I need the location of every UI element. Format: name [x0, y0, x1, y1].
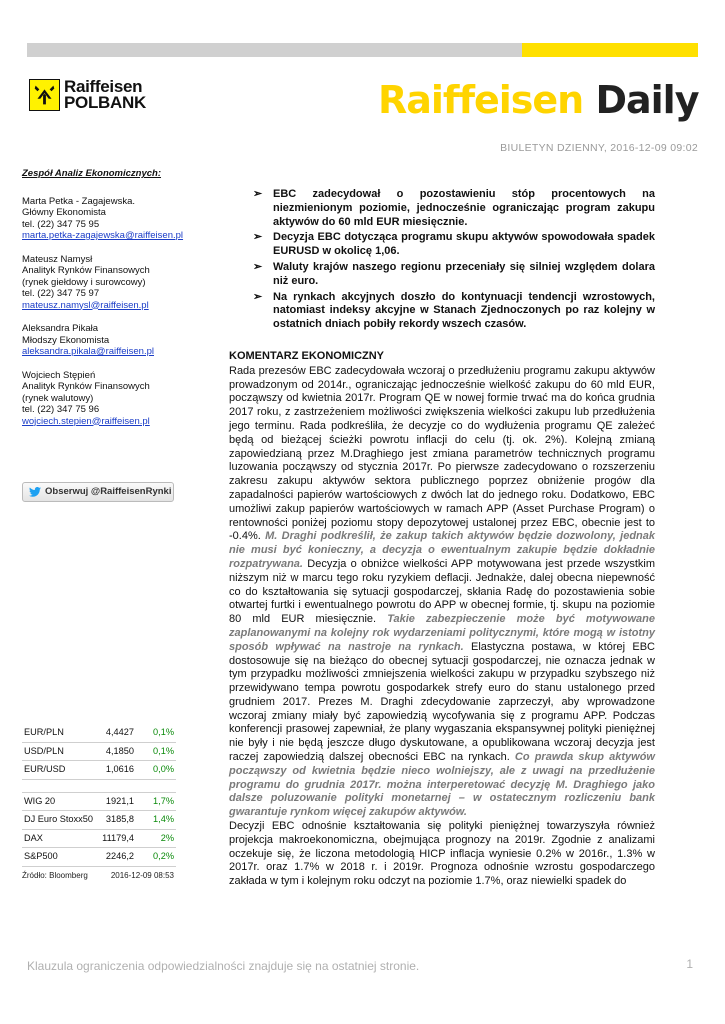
logo-text-raiffeisen: Raiffeisen — [64, 77, 143, 96]
contact-name: Wojciech Stępień — [22, 369, 96, 381]
quote-row — [22, 743, 176, 762]
quote-source — [22, 871, 176, 880]
contact-email-link[interactable]: marta.petka-zagajewska@raiffeisen.pl — [22, 230, 184, 241]
quote-row — [22, 848, 176, 867]
contact-name: Aleksandra Pikała — [22, 323, 99, 334]
twitter-follow-label: Obserwuj @RaiffeisenRynki — [45, 486, 172, 497]
key-point — [229, 188, 655, 229]
quote-name: S&P500 — [24, 851, 58, 861]
key-point — [229, 261, 655, 289]
contact-email-link[interactable]: mateusz.namysl@raiffeisen.pl — [22, 299, 149, 311]
twitter-follow-button[interactable] — [22, 482, 174, 502]
raiffeisen-gable-icon — [29, 79, 60, 111]
contact-role-detail: (rynek walutowy) — [22, 392, 94, 404]
quote-value: 3185,8 — [105, 814, 134, 824]
quote-name: EUR/USD — [24, 764, 66, 774]
emphasis-text: Co prawda skup aktywów począwszy od kwietnia będzie nieco wolniejszy, ale z uwagi na przedłużenie programu do grudnia 2017r. można interperetować decyzję M. Draghiego jako dalsze poluzowanie polityki monetarnej – w ostatecznym rozliczeniu bank gwarantuje rynkom więcej zakupów aktywów. — [229, 751, 655, 819]
key-point-text: Na rynkach akcyjnych doszło do kontynuacji tendencji wzrostowych, natomiast indeksy akcyjne w Stanach Zjednoczonych po raz kolejny w ostatnich dniach pobiły rekordy wszech czasów. — [273, 290, 655, 331]
quote-name: DJ Euro Stoxx50 — [24, 814, 93, 824]
quote-row — [22, 811, 176, 830]
quote-source-label: Źródło: Bloomberg — [22, 870, 88, 880]
main-content — [229, 188, 655, 889]
header-bar — [27, 43, 698, 57]
page-number: 1 — [686, 957, 693, 971]
quote-change: 0,0% — [153, 764, 174, 774]
section-title: KOMENTARZ EKONOMICZNY — [229, 349, 385, 362]
contact-email-link[interactable]: aleksandra.pikala@raiffeisen.pl — [22, 346, 154, 357]
commentary-body — [229, 365, 655, 889]
key-point-text: Waluty krajów naszego regionu przeceniały się silniej względem dolara niż euro. — [273, 260, 655, 287]
key-points-list — [229, 188, 655, 332]
contact-card — [22, 196, 212, 242]
quote-source-date: 2016-12-09 08:53 — [110, 870, 174, 880]
quote-value: 4,1850 — [105, 745, 134, 756]
quote-row — [22, 724, 176, 743]
twitter-bird-icon — [29, 487, 41, 497]
brand-title — [378, 78, 698, 122]
key-point-text: EBC zadecydował o pozostawieniu stóp procentowych na niezmienionym poziomie, jednocześnie ograniczając program zakupu aktywów do 60 mld EUR miesięcznie. — [273, 188, 655, 228]
contact-role-detail: (rynek giełdowy i surowcowy) — [22, 276, 146, 288]
contact-phone: tel. (22) 347 75 95 — [22, 218, 100, 230]
emphasis-text: Takie zabezpieczenie może być motywowane zaplanowanymi na kolejny rok wydarzeniami politycznymi, które mogą w istotny sposób wpływać na nastroje na rynkach. — [229, 613, 655, 653]
brand-title-part2: Daily — [595, 78, 699, 122]
body-text: Decyzji EBC odnośnie kształtowania się polityki pieniężnej towarzyszyła również projekcja makroekonomiczna, obejmująca prognozy na 2019r. Zgodnie z analizami oczekuje się, że liczona metodologią HICP inflacja wyniesie 0.2% w 2016r., 1.3% w 2017r. oraz 1.7% w 2018 r. i 2019r. Prognoza odnośnie wzrostu gospodarczego zakłada w tym i kolejnym roku odczyt na poziomie 1.7%, oraz niewielki spadek do — [229, 820, 655, 888]
quote-change: 0,1% — [153, 727, 174, 737]
sidebar-heading: Zespół Analiz Ekonomicznych: — [22, 168, 162, 179]
contact-card — [22, 323, 212, 358]
contact-card — [22, 370, 212, 428]
key-point — [229, 291, 655, 332]
bulletin-date: BIULETYN DZIENNY, 2016-12-09 09:02 — [500, 142, 698, 154]
quote-change: 1,4% — [153, 814, 174, 824]
commentary-paragraph — [229, 365, 655, 820]
key-point — [229, 231, 655, 259]
contact-name: Mateusz Namysł — [22, 253, 93, 265]
logo-text-polbank: POLBANK — [64, 93, 146, 112]
contact-email-link[interactable]: wojciech.stepien@raiffeisen.pl — [22, 415, 150, 427]
quote-separator — [22, 780, 176, 793]
sidebar — [22, 168, 212, 439]
quote-row — [22, 830, 176, 849]
body-text: Rada prezesów EBC zadecydowała wczoraj o przedłużeniu programu zakupu aktywów prowadzonym od 2014r., ograniczając jednocześnie wielkość zakupu do 60 mld EUR, począwszy od kwietnia 2017r. Program QE w nowej formie trwać ma do końca grudnia 2017 roku, z zastrzeżeniem możliwości zwiększenia wielkości zakupu lub przedłużenia jego terminu. Rada podkreśliła, że decyzje co do wydłużenia programu QE zależeć będą od bieżącej ścieżki powrotu inflacji do celu (tj. ok. 2%). Kolejną zmianą zapowiedzianą przez M.Draghiego jest zmiana parametrów technicznych programu luzowania począwszy od stycznia 2017r. Po pierwsze zadecydowano o rozszerzeniu zakresu zakupu aktywów sektora publicznego poprzez obniżenie progów dla zapadalności papierów wartościowych z dwóch lat do jednego roku. Dodatkowo, EBC umożliwi zakup papierów wartościowych w ramach APP (Asset Purchase Program) o rentowności poniżej poziomu stopy depozytowej ustalonej przez EBC, obecnie jest to -0.4%. — [229, 364, 655, 543]
quote-name: EUR/PLN — [24, 727, 64, 737]
contact-card — [22, 254, 212, 312]
quote-value: 1921,1 — [105, 795, 134, 806]
quote-value: 4,4427 — [105, 727, 134, 737]
body-text: Decyzja o obniżce wielkości APP motywowana jest przede wszystkim niższym niż w marcu tego roku ryzykiem deflacji. Jednakże, dalej obecna niepewność co do kształtowania się sytuacji gospodarczej, skłania Radę do pozostawienia sobie otwartej furtki i ewentualnego powrotu do APP w obecnej formie, tj. skupu na poziomie 80 mld EUR miesięcznie. — [229, 557, 655, 626]
quote-change: 0,2% — [153, 851, 174, 861]
arrow-bullet-icon: ➢ — [253, 188, 263, 200]
contact-role: Młodszy Ekonomista — [22, 334, 110, 346]
market-quotes-table — [22, 724, 176, 880]
quote-value: 2246,2 — [105, 851, 134, 861]
quote-name: DAX — [24, 832, 43, 843]
quote-change: 0,1% — [153, 745, 174, 756]
contact-role: Główny Ekonomista — [22, 207, 106, 218]
arrow-bullet-icon: ➢ — [253, 260, 263, 273]
contact-phone: tel. (22) 347 75 96 — [22, 404, 100, 415]
quote-row — [22, 793, 176, 812]
quote-change: 2% — [160, 832, 174, 843]
contact-phone: tel. (22) 347 75 97 — [22, 288, 100, 299]
brand-title-part1: Raiffeisen — [378, 78, 584, 122]
quote-value: 1,0616 — [105, 764, 134, 774]
disclaimer-footer: Klauzula ograniczenia odpowiedzialności znajduje się na ostatniej stronie. — [27, 959, 420, 973]
arrow-bullet-icon: ➢ — [253, 231, 263, 244]
quote-value: 11179,4 — [102, 832, 134, 843]
quote-row — [22, 761, 176, 780]
quote-name: WIG 20 — [24, 795, 56, 806]
quote-change: 1,7% — [153, 795, 174, 806]
contact-name: Marta Petka - Zagajewska. — [22, 195, 135, 207]
emphasis-text: M. Draghi podkreślił, że zakup takich aktywów będzie dozwolony, jednak nie musi być konieczny, a decyzja o ewentualnym zakupie będzie dokładnie rozpatrywana. — [229, 530, 655, 570]
commentary-paragraph — [229, 820, 655, 889]
raiffeisen-polbank-logo — [29, 78, 189, 124]
contact-role: Analityk Rynków Finansowych — [22, 381, 150, 392]
arrow-bullet-icon: ➢ — [253, 290, 263, 303]
contact-role: Analityk Rynków Finansowych — [22, 265, 150, 276]
body-text: Elastyczna postawa, w której EBC dostosowuje się na bieżąco do obecnej sytuacji gospodarczej, nie oznacza jednak w tym przypadku możliwości zmniejszenia wielkości zakupu w przypadku szybszego niż przewidywano tempa powrotu gospodarkek strefy euro do stanu ustalonego przed grudniem 2017. Prezes M. Draghi zdecydowanie zaprzeczył, aby wprowadzone wczoraj zmiany miały być zapowiedzią wycofywania się z programu APP. Podczas konferencji prasowej zapewniał, że plany wygaszania ekspansywnej polityki pieniężnej nie były i nie będą jeszcze długo dyskutowane, a opublikowana wczoraj decyzja jest raczej zapowiedzią dalszej obecności EBC na rynkach. — [229, 640, 655, 764]
header-bar-accent — [522, 43, 698, 57]
quote-name: USD/PLN — [24, 745, 64, 756]
key-point-text: Decyzja EBC dotycząca programu skupu aktywów spowodowała spadek EURUSD w okolicę 1,06. — [273, 231, 655, 258]
